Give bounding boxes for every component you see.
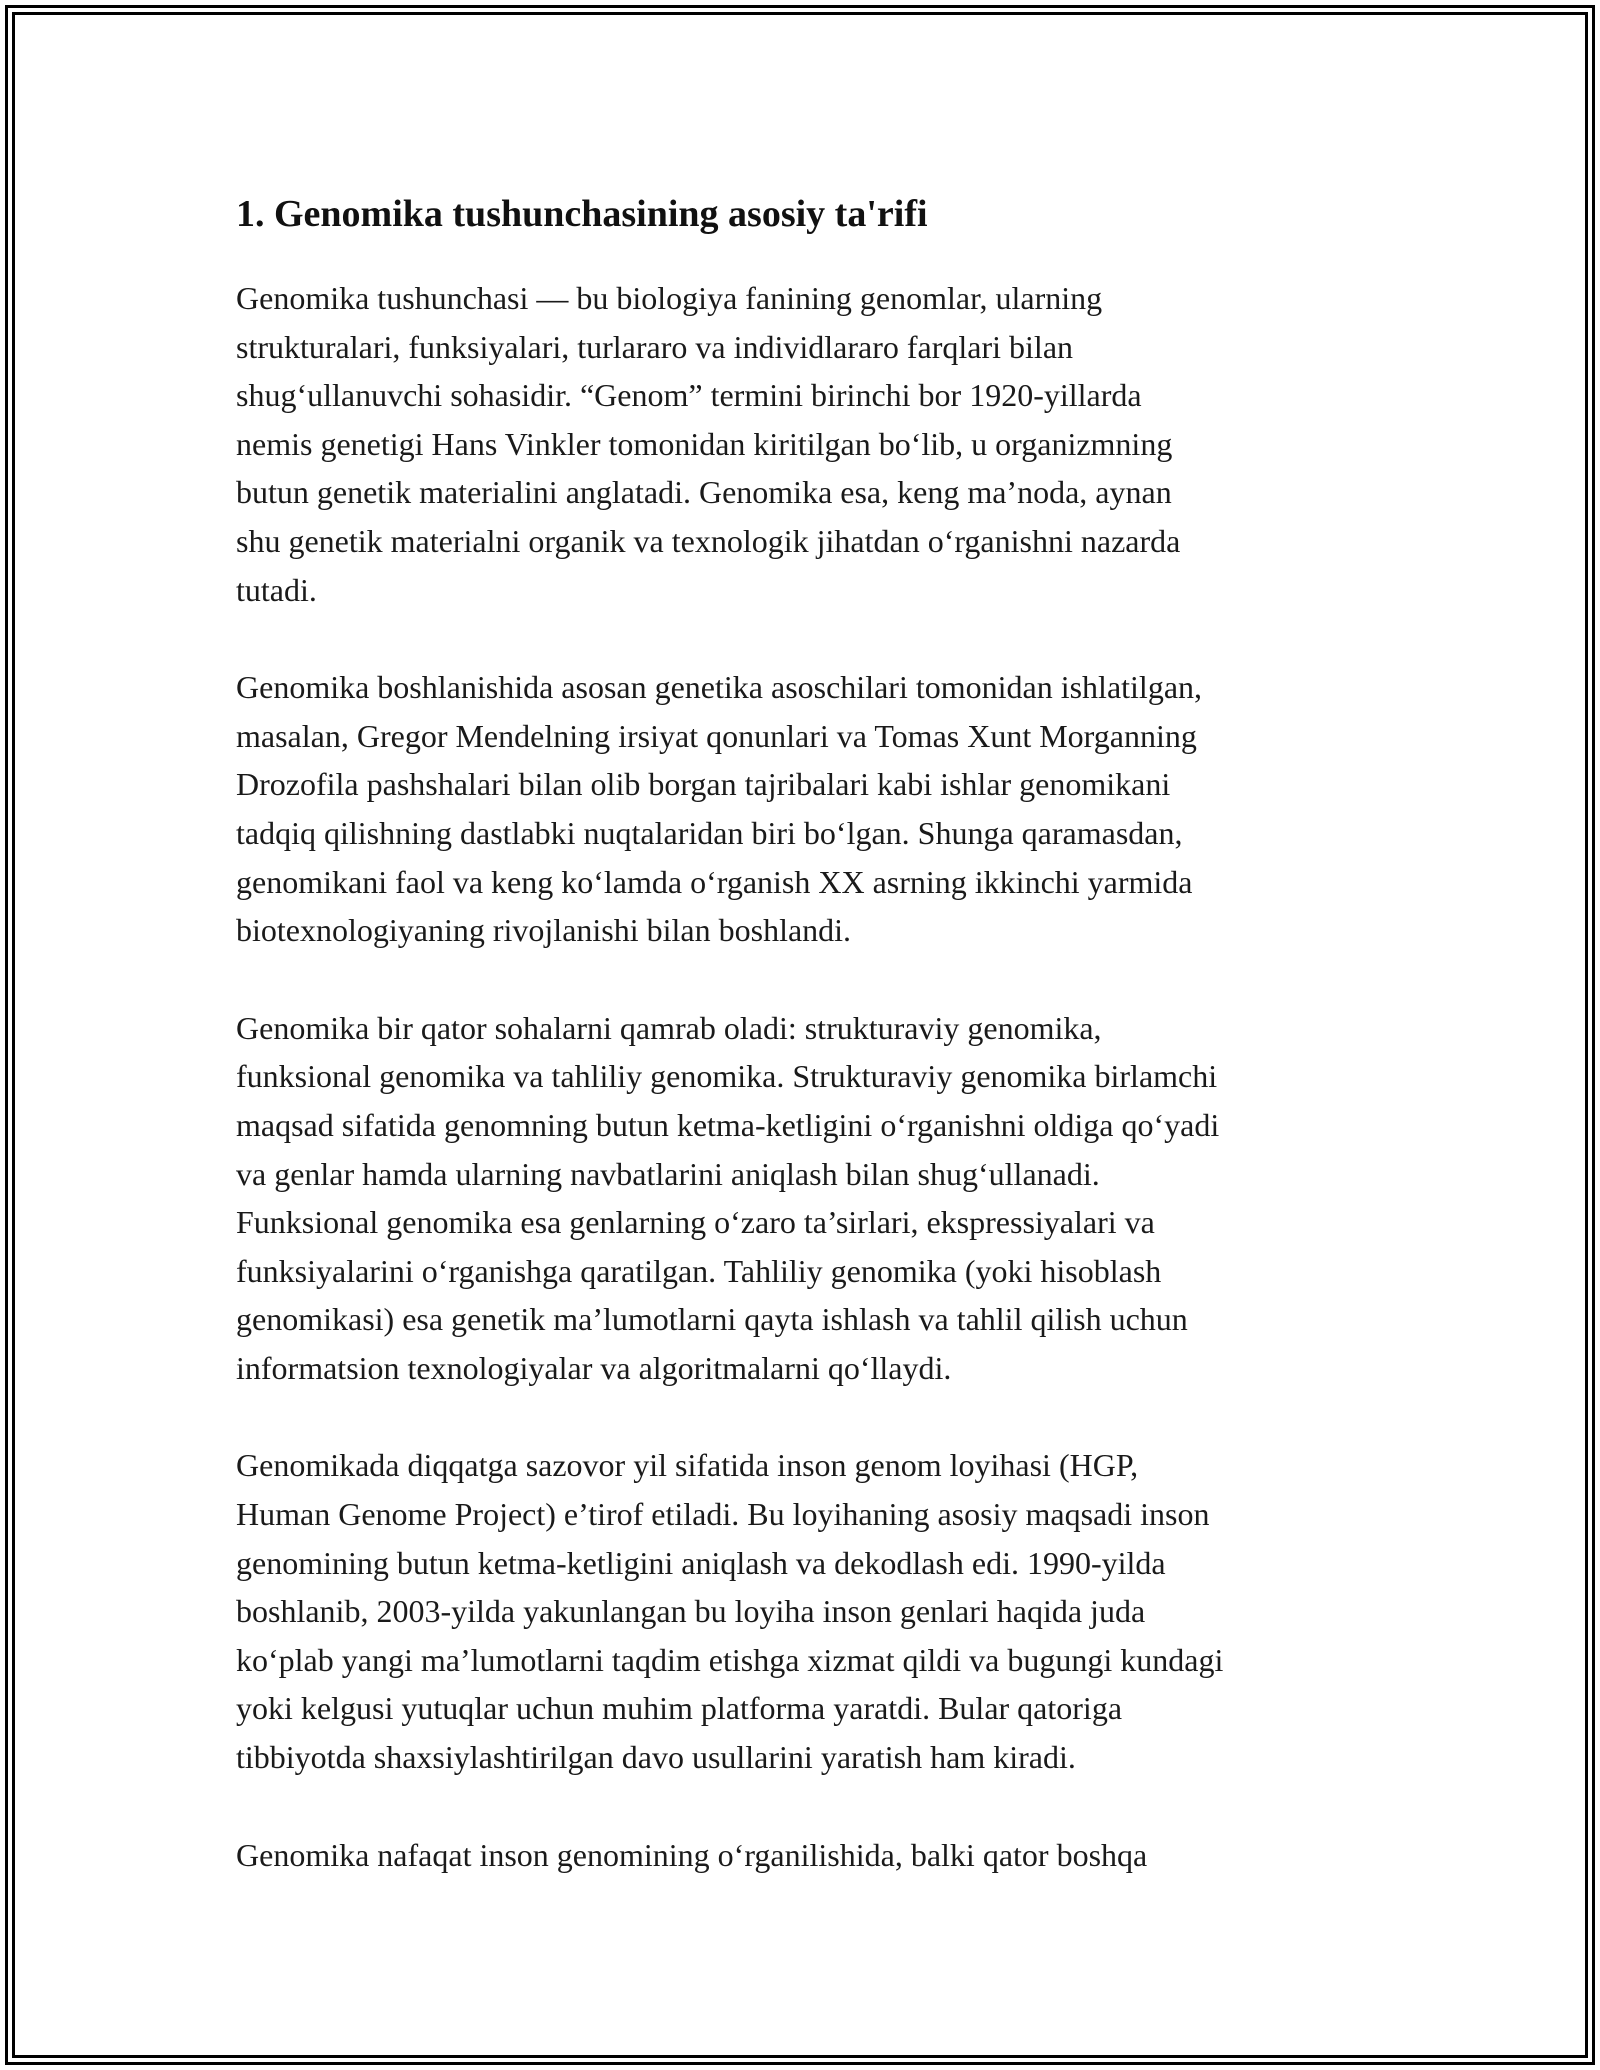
text-line: ko‘plab yangi ma’lumotlarni taqdim etishga xizmat qildi va bugungi kundagi bbox=[236, 1641, 1224, 1678]
document-body bbox=[236, 184, 1396, 1928]
text-line: Drozofila pashshalari bilan olib borgan tajribalari kabi ishlar genomikani bbox=[236, 766, 1171, 803]
text-line: tibbiyotda shaxsiylashtirilgan davo usullarini yaratish ham kiradi. bbox=[236, 1739, 1076, 1776]
text-line: Genomika tushunchasi — bu biologiya fanining genomlar, ularning bbox=[236, 280, 1103, 316]
text-line: genomikani faol va keng ko‘lamda o‘rganish XX asrning ikkinchi yarmida bbox=[236, 863, 1193, 900]
text-line: biotexnologiyaning rivojlanishi bilan boshlandi. bbox=[236, 912, 852, 949]
text-line: tutadi. bbox=[236, 571, 317, 608]
text-line: maqsad sifatida genomning butun ketma-ketligini o‘rganishni oldiga qo‘yadi bbox=[236, 1106, 1220, 1143]
paragraph-2 bbox=[236, 663, 1396, 955]
text-line: Genomikada diqqatga sazovor yil sifatida inson genom loyihasi (HGP, bbox=[236, 1447, 1139, 1484]
text-line: informatsion texnologiyalar va algoritmalarni qo‘llaydi. bbox=[236, 1349, 952, 1386]
text-line: butun genetik materialini anglatadi. Genomika esa, keng ma’noda, aynan bbox=[236, 474, 1172, 511]
text-line: genomikasi) esa genetik ma’lumotlarni qayta ishlash va tahlil qilish uchun bbox=[236, 1301, 1188, 1338]
text-line: tadqiq qilishning dastlabki nuqtalaridan biri bo‘lgan. Shunga qaramasdan, bbox=[236, 814, 1183, 851]
section-heading: 1. Genomika tushunchasining asosiy ta'rifi bbox=[236, 193, 928, 235]
text-line: nemis genetigi Hans Vinkler tomonidan kiritilgan bo‘lib, u organizmning bbox=[236, 425, 1173, 462]
text-line: Genomika boshlanishida asosan genetika asoschilari tomonidan ishlatilgan, bbox=[236, 669, 1203, 706]
text-line: funksiyalarini o‘rganishga qaratilgan. Tahliliy genomika (yoki hisoblash bbox=[236, 1252, 1162, 1289]
paragraph-1 bbox=[236, 274, 1396, 614]
text-line: boshlanib, 2003-yilda yakunlangan bu loyiha inson genlari haqida juda bbox=[236, 1593, 1146, 1630]
paragraph-5 bbox=[236, 1831, 1396, 1880]
text-line: funksional genomika va tahliliy genomika. Strukturaviy genomika birlamchi bbox=[236, 1058, 1218, 1095]
text-line: Genomika nafaqat inson genomining o‘rganilishida, balki qator boshqa bbox=[236, 1836, 1148, 1873]
paragraph-3 bbox=[236, 1004, 1396, 1393]
text-line: va genlar hamda ularning navbatlarini aniqlash bilan shug‘ullanadi. bbox=[236, 1155, 1100, 1192]
text-line: genomining butun ketma-ketligini aniqlash va dekodlash edi. 1990-yilda bbox=[236, 1544, 1166, 1581]
text-line: Human Genome Project) e’tirof etiladi. Bu loyihaning asosiy maqsadi inson bbox=[236, 1496, 1210, 1533]
text-line: shug‘ullanuvchi sohasidir. “Genom” termini birinchi bor 1920-yillarda bbox=[236, 377, 1142, 414]
paragraph-4 bbox=[236, 1441, 1396, 1781]
text-line: Genomika bir qator sohalarni qamrab oladi: strukturaviy genomika, bbox=[236, 1009, 1102, 1046]
text-line: shu genetik materialni organik va texnologik jihatdan o‘rganishni nazarda bbox=[236, 522, 1181, 559]
text-line: Funksional genomika esa genlarning o‘zaro ta’sirlari, ekspressiyalari va bbox=[236, 1204, 1155, 1241]
text-line: yoki kelgusi yutuqlar uchun muhim platforma yaratdi. Bular qatoriga bbox=[236, 1690, 1123, 1727]
text-line: masalan, Gregor Mendelning irsiyat qonunlari va Tomas Xunt Morganning bbox=[236, 717, 1197, 754]
text-line: strukturalari, funksiyalari, turlararo va individlararo farqlari bilan bbox=[236, 328, 1074, 365]
